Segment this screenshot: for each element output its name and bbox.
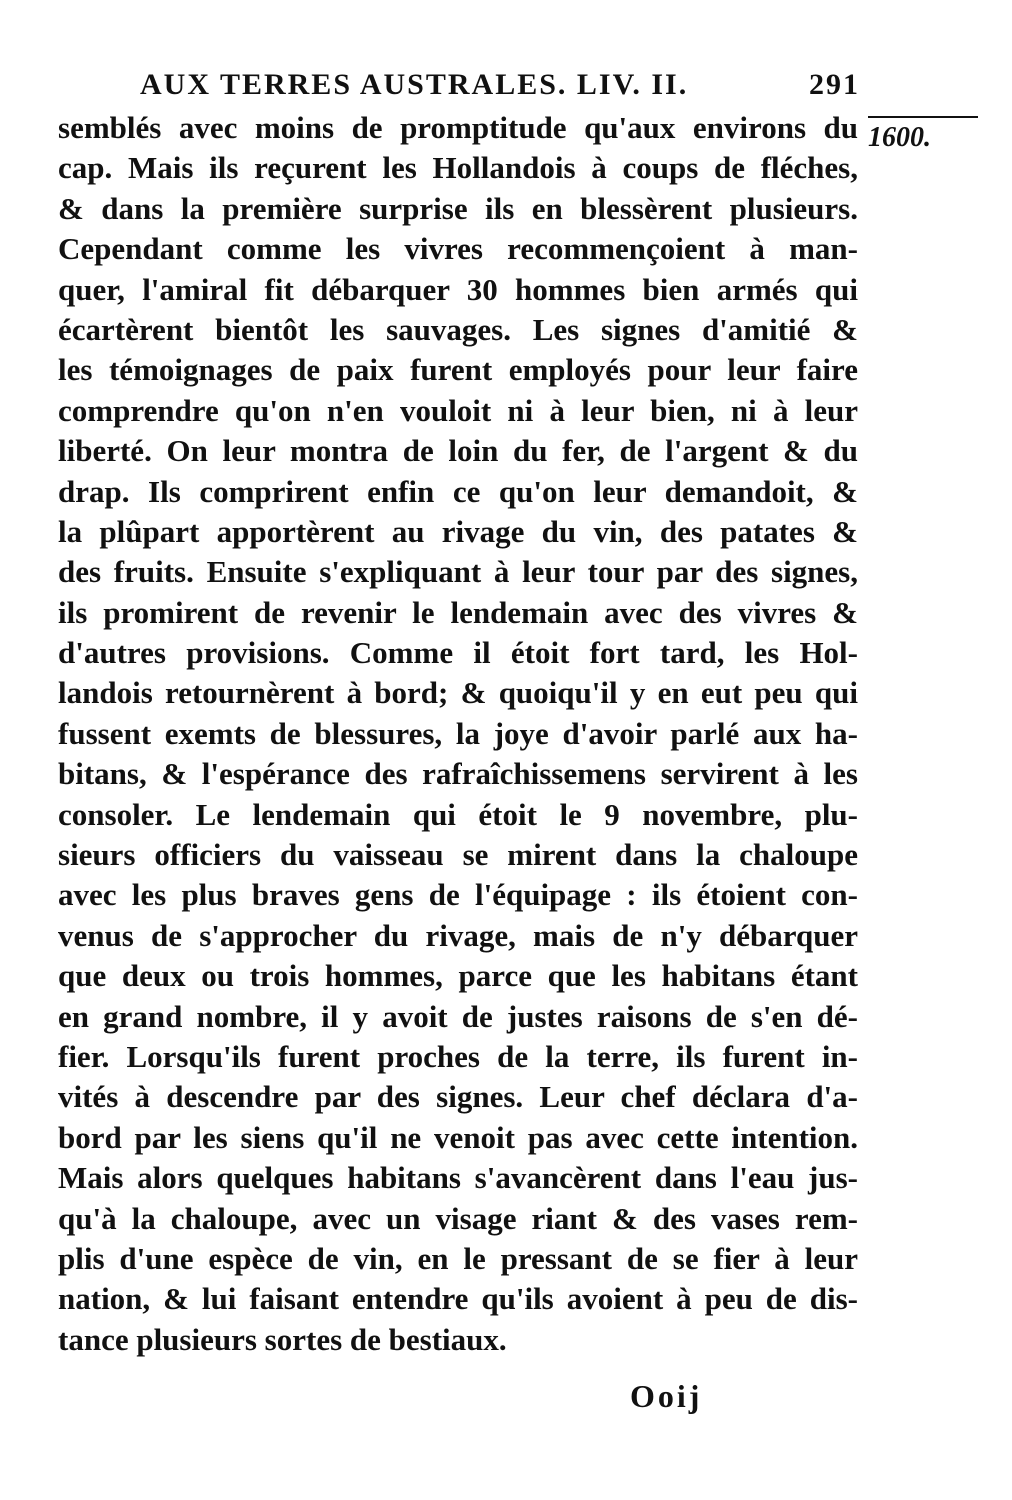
text-line: venus de s'approcher du rivage, mais de n'y débarquer [58, 917, 858, 953]
text-line: comprendre qu'on n'en vouloit ni à leur bien, ni à leur [58, 392, 858, 428]
text-line: cap. Mais ils reçurent les Hollandois à coups de fléches, [58, 150, 858, 186]
text-line: des fruits. Ensuite s'expliquant à leur tour par des signes, [58, 554, 858, 590]
text-line: semblés avec moins de promptitude qu'aux environs du [58, 110, 858, 145]
text-line: consoler. Le lendemain qui étoit le 9 novembre, plu- [58, 796, 858, 832]
running-head-title: AUX TERRES AUSTRALES. LIV. II. [140, 68, 689, 101]
running-head [140, 68, 860, 108]
text-line: bord par les siens qu'il ne venoit pas avec cette intention. [58, 1119, 858, 1155]
text-line: & dans la première surprise ils en blessèrent plusieurs. [58, 190, 858, 226]
text-line: sieurs officiers du vaisseau se mirent dans la chaloupe [58, 837, 858, 873]
text-line: avec les plus braves gens de l'équipage : ils étoient con- [58, 877, 858, 913]
text-line: d'autres provisions. Comme il étoit fort tard, les Hol- [58, 635, 858, 671]
text-line: les témoignages de paix furent employés pour leur faire [58, 352, 858, 388]
signature-mark: Ooij [630, 1378, 703, 1414]
text-line: liberté. On leur montra de loin du fer, de l'argent & du [58, 433, 858, 469]
margin-date-note: 1600. [868, 116, 978, 154]
text-line: drap. Ils comprirent enfin ce qu'on leur demandoit, & [58, 473, 858, 509]
text-line: tance plusieurs sortes de bestiaux. [58, 1321, 507, 1357]
text-line: vités à descendre par des signes. Leur chef déclara d'a- [58, 1079, 858, 1115]
body-text [58, 108, 858, 1360]
text-line: plis d'une espèce de vin, en le pressant de se fier à leur [58, 1240, 858, 1276]
text-line: que deux ou trois hommes, parce que les habitans étant [58, 958, 858, 994]
text-line: qu'à la chaloupe, avec un visage riant & des vases rem- [58, 1200, 858, 1236]
text-line: bitans, & l'espérance des rafraîchissemens servirent à les [58, 756, 858, 792]
text-line: quer, l'amiral fit débarquer 30 hommes bien armés qui [58, 271, 858, 307]
text-line: écartèrent bientôt les sauvages. Les signes d'amitié & [58, 311, 858, 347]
text-line: fier. Lorsqu'ils furent proches de la terre, ils furent in- [58, 1038, 858, 1074]
text-line: Cependant comme les vivres recommençoient à man- [58, 231, 858, 267]
text-line: landois retournèrent à bord; & quoiqu'il y en eut peu qui [58, 675, 858, 711]
text-line: fussent exemts de blessures, la joye d'avoir parlé aux ha- [58, 715, 858, 751]
text-line: nation, & lui faisant entendre qu'ils avoient à peu de dis- [58, 1281, 858, 1317]
text-line: en grand nombre, il y avoit de justes raisons de s'en dé- [58, 998, 858, 1034]
text-line: la plûpart apportèrent au rivage du vin, des patates & [58, 513, 858, 549]
text-line: ils promirent de revenir le lendemain avec des vivres & [58, 594, 858, 630]
page-number: 291 [809, 68, 860, 101]
text-line: Mais alors quelques habitans s'avancèrent dans l'eau jus- [58, 1160, 858, 1196]
